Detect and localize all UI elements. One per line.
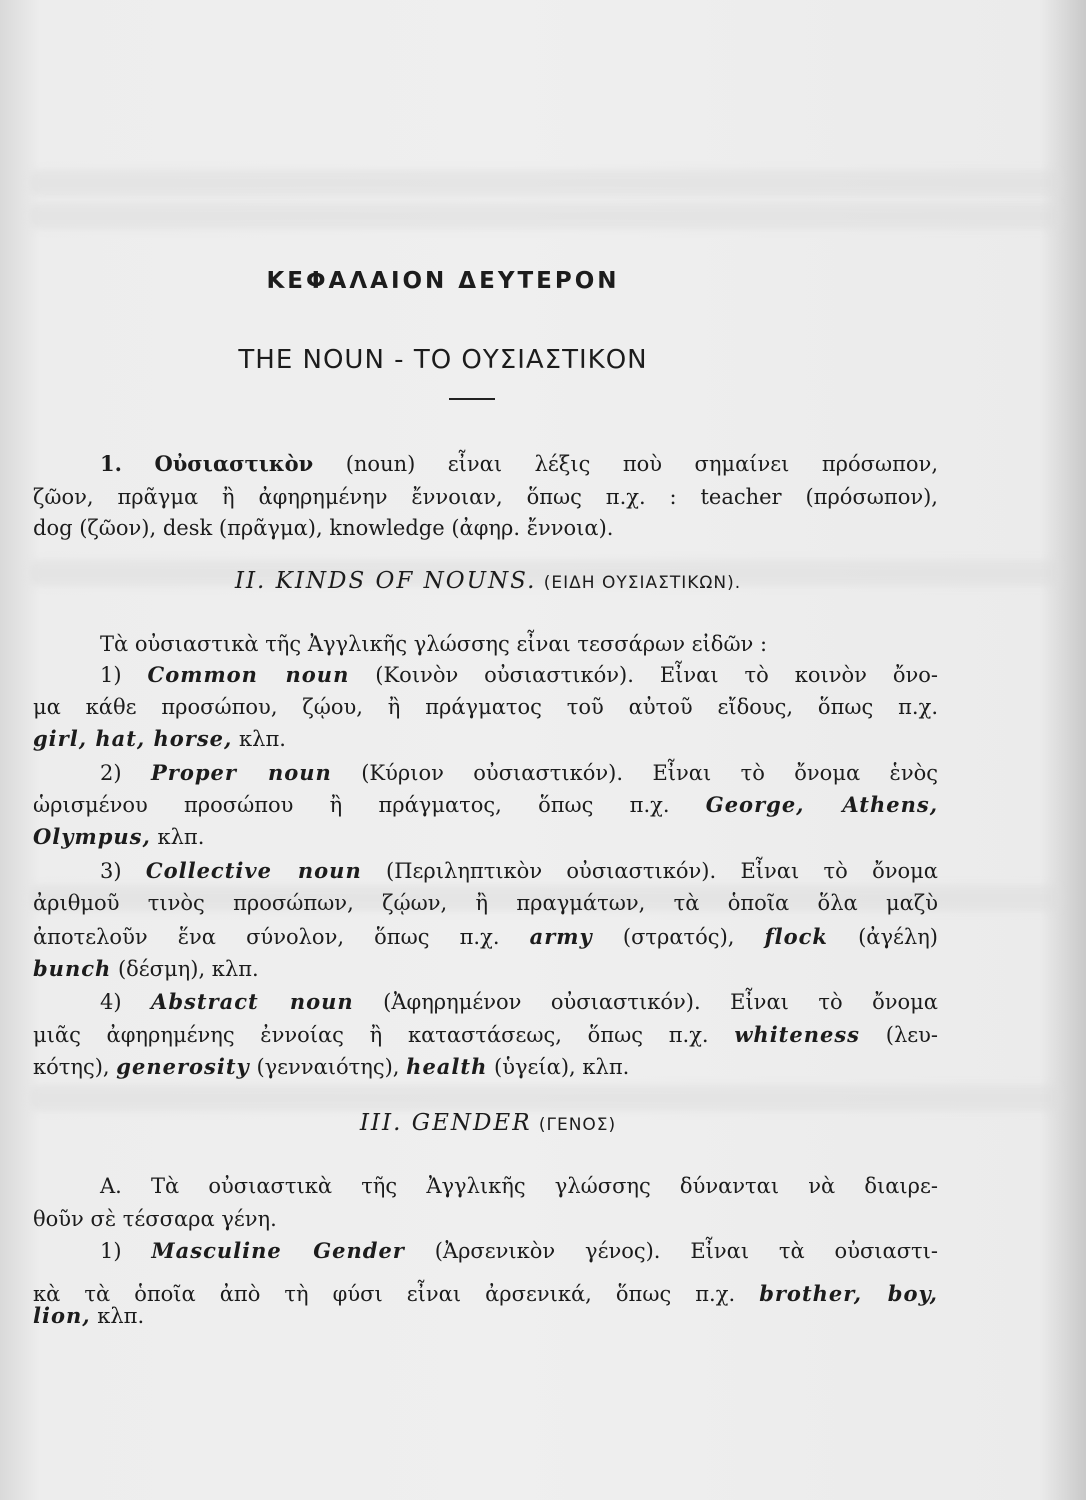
kind1-number: 1) — [100, 663, 122, 687]
kind4-line1 — [100, 986, 938, 1018]
page-subtitle: THE NOUN - ΤΟ ΟΥΣΙΑΣΤΙΚΟΝ — [238, 345, 648, 375]
gender1-term: Masculine Gender — [151, 1238, 405, 1263]
kind3-line4 — [33, 953, 938, 985]
kind4-example-health: health — [406, 1054, 488, 1079]
kind4-line3 — [33, 1051, 938, 1083]
section1-number: 1. — [100, 451, 122, 476]
gender1-text: (Ἀρσενικὸν γένος). Εἶναι τὰ οὐσιαστι- — [434, 1239, 938, 1263]
gender1-etc: κλπ. — [97, 1304, 145, 1328]
kind4-example-whiteness: whiteness — [734, 1022, 861, 1047]
kind4-example-generosity: generosity — [116, 1054, 250, 1079]
gender1-line1 — [100, 1235, 938, 1267]
kind2-term: Proper noun — [150, 760, 332, 785]
kind3-line3-text: ἀποτελοῦν ἕνα σύνολον, ὅπως π.χ. — [33, 925, 500, 949]
section1-line1 — [100, 448, 938, 480]
kind3-line2: ἀριθμοῦ τινὸς προσώπων, ζῴων, ἢ πραγμάτων, τὰ ὁποῖα ὅλα μαζὺ — [33, 891, 938, 915]
gender1-line2-text: κὰ τὰ ὁποῖα ἀπὸ τὴ φύσι εἶναι ἀρσενικά, ὅπως π.χ. — [33, 1282, 736, 1306]
kind4-line2 — [33, 1019, 938, 1051]
section3-a-line1: Α. Τὰ οὐσιαστικὰ τῆς Ἀγγλικῆς γλώσσης δύνανται νὰ διαιρε- — [100, 1174, 938, 1198]
section2-heading-en: II. KINDS OF NOUNS. — [234, 568, 537, 594]
section2-heading — [0, 568, 1031, 594]
kind1-examples: girl, hat, horse, — [33, 726, 233, 751]
kind4-line3-start: κότης), — [33, 1055, 110, 1079]
kind1-line3 — [33, 723, 938, 755]
kind2-examples-2: Olympus, — [33, 824, 151, 849]
section1-term: Οὐσιαστικὸν — [154, 451, 314, 476]
section1-text: (noun) εἶναι λέξις ποὺ σημαίνει πρόσωπον, — [345, 452, 938, 476]
section1-line2: ζῶον, πρᾶγμα ἢ ἀφηρημένην ἔννοιαν, ὅπως π.χ. : teacher (πρόσωπον), — [33, 485, 938, 509]
gender1-line3 — [33, 1300, 938, 1332]
section2-intro: Τὰ οὐσιαστικὰ τῆς Ἀγγλικῆς γλώσσης εἶναι τεσσάρων εἰδῶν : — [100, 632, 768, 656]
kind3-line1 — [100, 855, 938, 887]
bleed-through-line — [30, 203, 1060, 229]
kind2-examples: George, Athens, — [705, 792, 939, 817]
section3-a-line2: θοῦν σὲ τέσσαρα γένη. — [33, 1207, 277, 1231]
kind2-line1 — [100, 757, 938, 789]
kind3-bunch-gloss: (δέσμη), κλπ. — [117, 957, 259, 981]
kind1-etc: κλπ. — [239, 727, 286, 751]
kind4-text: (Ἀφηρημένον οὐσιαστικόν). Εἶναι τὸ ὄνομα — [383, 990, 938, 1014]
kind1-line1 — [100, 659, 938, 691]
kind3-text: (Περιληπτικὸν οὐσιαστικόν). Εἶναι τὸ ὄνομα — [386, 859, 938, 883]
section3-heading-gr: (ΓΕΝΟΣ) — [538, 1115, 617, 1135]
kind3-line3 — [33, 921, 938, 953]
kind2-etc: κλπ. — [157, 825, 205, 849]
kind2-number: 2) — [100, 761, 122, 785]
gender1-number: 1) — [100, 1239, 122, 1263]
kind2-text: (Κύριον οὐσιαστικόν). Εἶναι τὸ ὄνομα ἑνὸς — [361, 761, 938, 785]
kind3-term: Collective noun — [145, 858, 362, 883]
kind3-number: 3) — [100, 859, 122, 883]
kind4-number: 4) — [100, 990, 122, 1014]
kind4-line2-text: μιᾶς ἀφηρημένης ἐννοίας ἢ καταστάσεως, ὅπως π.χ. — [33, 1023, 709, 1047]
bleed-through-line — [30, 170, 1060, 196]
title-rule — [449, 398, 495, 400]
kind4-term: Abstract noun — [151, 989, 354, 1014]
kind2-line2-text: ὡρισμένου προσώπου ἢ πράγματος, ὅπως π.χ. — [33, 793, 670, 817]
section1-line3: dog (ζῶον), desk (πρᾶγμα), knowledge (ἀφηρ. ἔννοια). — [33, 516, 614, 540]
section3-heading — [0, 1110, 1031, 1136]
kind1-term: Common noun — [147, 662, 350, 687]
gender1-examples: brother, boy, — [759, 1281, 938, 1306]
kind2-line2 — [33, 789, 938, 821]
gender1-example-lion: lion, — [33, 1303, 91, 1328]
kind4-generosity-gloss: (γενναιότης), — [256, 1055, 400, 1079]
kind3-flock-gloss: (ἀγέλη) — [858, 925, 938, 949]
kind1-text: (Κοινὸν οὐσιαστικόν). Εἶναι τὸ κοινὸν ὄνο- — [375, 663, 939, 687]
section2-heading-gr: (ΕΙΔΗ ΟΥΣΙΑΣΤΙΚΩΝ). — [543, 573, 742, 593]
kind3-example-bunch: bunch — [33, 956, 112, 981]
section3-heading-en: III. GENDER — [359, 1110, 532, 1136]
kind1-line2: μα κάθε προσώπου, ζῴου, ἢ πράγματος τοῦ αὐτοῦ εἴδους, ὅπως π.χ. — [33, 695, 938, 719]
kind4-health-gloss: (ὑγεία), κλπ. — [494, 1055, 630, 1079]
kind4-whiteness-gloss: (λευ- — [885, 1023, 938, 1047]
kind3-example-army: army — [529, 924, 593, 949]
kind3-army-gloss: (στρατός), — [622, 925, 735, 949]
bleed-through-line — [30, 1085, 1060, 1111]
chapter-title: ΚΕΦΑΛΑΙΟΝ ΔΕΥΤΕΡΟΝ — [266, 268, 620, 294]
kind2-line3 — [33, 821, 938, 853]
kind3-example-flock: flock — [764, 924, 828, 949]
